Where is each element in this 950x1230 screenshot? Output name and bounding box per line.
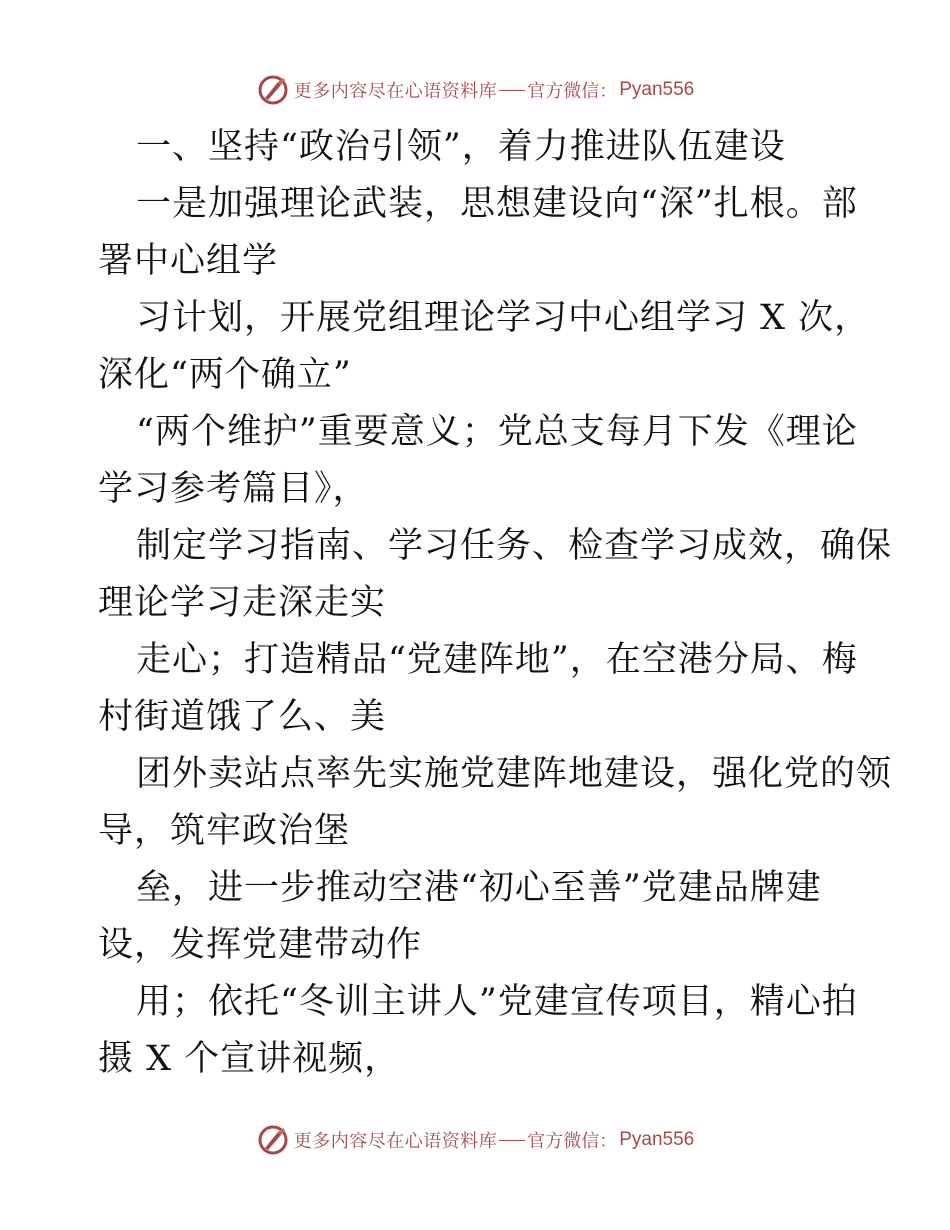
footer-banner-wechat-label: 官方微信： [527, 1131, 618, 1152]
header-watermark-banner [0, 70, 950, 110]
footer-banner-wechat-id: Pyan556 [619, 1129, 695, 1150]
header-banner-wechat-label: 官方微信： [527, 81, 618, 102]
footer-banner-dash [499, 1140, 525, 1141]
footer-banner-text: 更多内容尽在心语资料库 [293, 1131, 498, 1152]
paragraph-line: 署中心组学 [98, 241, 279, 281]
paragraph-line: 一是加强理论武装，思想建设向“深”扎根。部 [136, 184, 858, 224]
quill-logo-icon [256, 73, 290, 107]
paragraph-line: 制定学习指南、学习任务、检查学习成效，确保 [136, 526, 893, 566]
header-banner-dash [499, 90, 525, 91]
paragraph-line: 导，筑牢政治堡 [98, 811, 351, 851]
quill-logo-icon [256, 1123, 290, 1157]
paragraph-line: 学习参考篇目》， [98, 469, 369, 509]
paragraph-line: “两个维护”重要意义；党总支每月下发《理论 [136, 412, 858, 452]
paragraph-line: 习计划，开展党组理论学习中心组学习 X 次， [136, 298, 871, 338]
paragraph-line: 设，发挥党建带动作 [98, 925, 423, 965]
footer-watermark-banner [0, 1120, 950, 1160]
header-banner-wechat-id: Pyan556 [619, 79, 695, 100]
paragraph-line: 走心；打造精品“党建阵地”，在空港分局、梅 [136, 640, 858, 680]
body-text [98, 119, 893, 1088]
paragraph-line: 团外卖站点率先实施党建阵地建设，强化党的领 [136, 754, 893, 794]
section-heading: 一、坚持“政治引领”，着力推进队伍建设 [136, 127, 786, 167]
paragraph-line: 深化“两个确立” [98, 355, 352, 395]
paragraph-line: 村街道饿了么、美 [98, 697, 387, 737]
header-banner-text: 更多内容尽在心语资料库 [293, 81, 498, 102]
paragraph-line: 垒，进一步推动空港“初心至善”党建品牌建 [136, 868, 822, 908]
paragraph-line: 理论学习走深走实 [98, 583, 387, 623]
paragraph-line: 用；依托“冬训主讲人”党建宣传项目，精心拍 [136, 982, 858, 1022]
paragraph-line: 摄 X 个宣讲视频， [98, 1039, 401, 1079]
